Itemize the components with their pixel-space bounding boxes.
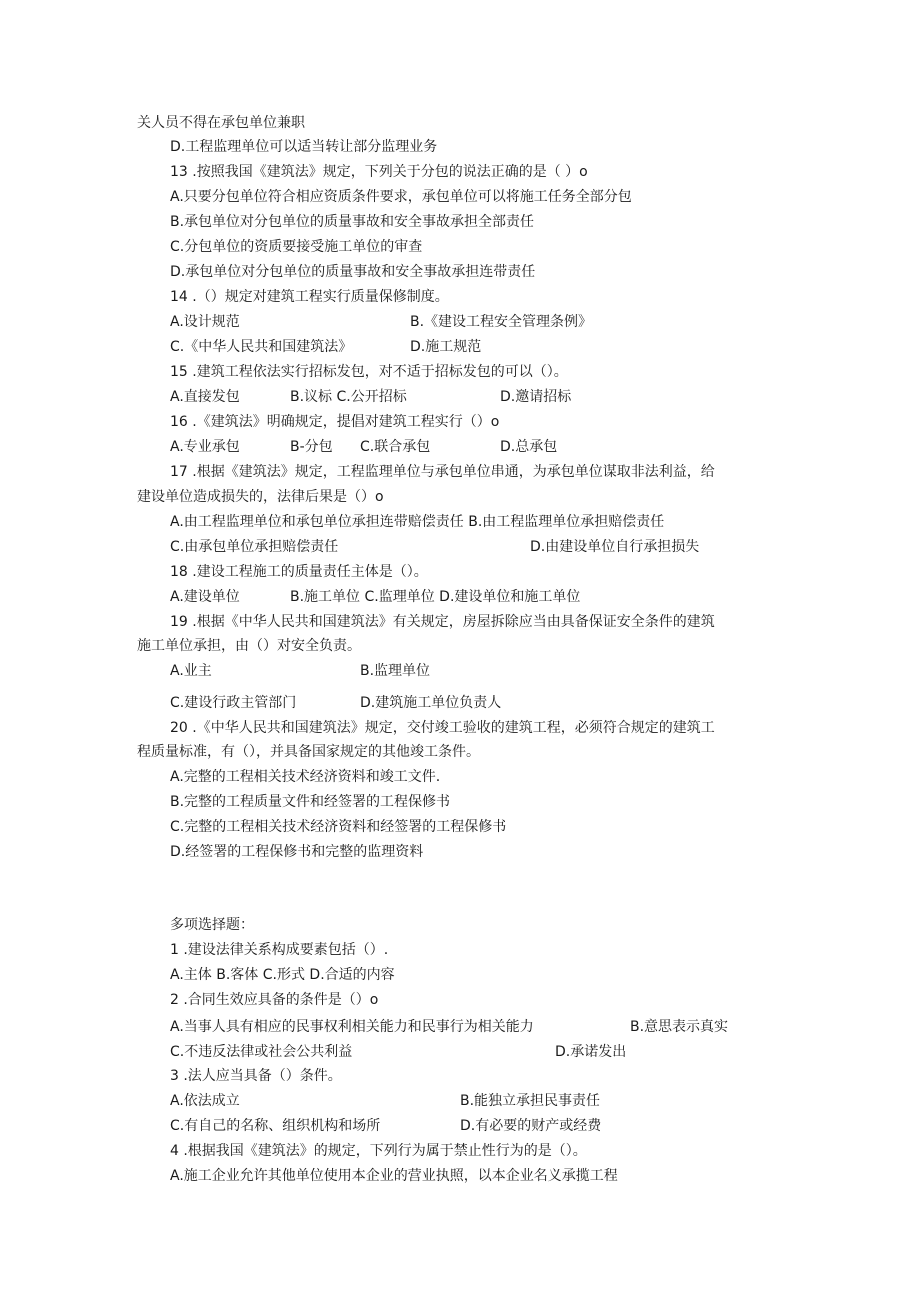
question-4: 4 .根据我国《建筑法》的规定，下列行为属于禁止性行为的是（）。 xyxy=(170,1143,587,1159)
text-line: 关人员不得在承包单位兼职 xyxy=(137,115,305,131)
option-text: D.总承包 xyxy=(500,439,558,455)
option-text: A.主体 B.客体 C.形式 D.合适的内容 xyxy=(170,967,395,983)
option-text: A.依法成立 xyxy=(170,1093,240,1109)
option-text: C.联合承包 xyxy=(360,439,431,455)
option-text: B.议标 C.公开招标 xyxy=(290,389,407,405)
text-line: 施工单位承担，由（）对安全负责。 xyxy=(137,638,361,654)
option-text: A.只要分包单位符合相应资质条件要求，承包单位可以将施工任务全部分包 xyxy=(170,189,632,205)
option-text: C.不违反法律或社会公共利益 xyxy=(170,1044,353,1060)
question-3: 3 .法人应当具备（）条件。 xyxy=(170,1068,342,1084)
question-18: 18 .建设工程施工的质量责任主体是（）。 xyxy=(170,564,428,580)
question-19: 19 .根据《中华人民共和国建筑法》有关规定，房屋拆除应当由具备保证安全条件的建筑 xyxy=(170,614,715,630)
question-15: 15 .建筑工程依法实行招标发包，对不适于招标发包的可以（）。 xyxy=(170,364,568,380)
option-text: B.能独立承担民事责任 xyxy=(460,1093,601,1109)
option-text: B.意思表示真实 xyxy=(630,1019,729,1035)
option-text: D.承诺发出 xyxy=(555,1044,627,1060)
question-2: 2 .合同生效应具备的条件是（）o xyxy=(170,992,379,1008)
question-20: 20 .《中华人民共和国建筑法》规定，交付竣工验收的建筑工程，必须符合规定的建筑工 xyxy=(170,720,715,736)
option-text: A.施工企业允许其他单位使用本企业的营业执照，以本企业名义承揽工程 xyxy=(170,1168,618,1184)
question-13: 13 .按照我国《建筑法》规定，下列关于分包的说法正确的是（ ）o xyxy=(170,164,588,180)
option-text: C.完整的工程相关技术经济资料和经签署的工程保修书 xyxy=(170,819,507,835)
option-text: D.承包单位对分包单位的质量事故和安全事故承担连带责任 xyxy=(170,264,536,280)
question-14: 14 .（）规定对建筑工程实行质量保修制度。 xyxy=(170,289,449,305)
option-text: B.施工单位 C.监理单位 D.建设单位和施工单位 xyxy=(290,589,581,605)
question-17: 17 .根据《建筑法》规定，工程监理单位与承包单位串通，为承包单位谋取非法利益，给 xyxy=(170,464,715,480)
option-text: D.施工规范 xyxy=(410,339,482,355)
option-text: C.《中华人民共和国建筑法》 xyxy=(170,339,353,355)
option-text: C.由承包单位承担赔偿责任 xyxy=(170,539,339,555)
option-text: A.建设单位 xyxy=(170,589,240,605)
option-text: B.完整的工程质量文件和经签署的工程保修书 xyxy=(170,794,451,810)
option-text: D.邀请招标 xyxy=(500,389,572,405)
option-text: B.监理单位 xyxy=(360,663,431,679)
option-text: A.专业承包 xyxy=(170,439,240,455)
option-text: A.完整的工程相关技术经济资料和竣工文件. xyxy=(170,769,441,785)
text-line: 程质量标准，有（），并具备国家规定的其他竣工条件。 xyxy=(137,744,480,760)
option-text: C.有自己的名称、组织机构和场所 xyxy=(170,1118,381,1134)
option-text: A.直接发包 xyxy=(170,389,240,405)
section-heading: 多项选择题： xyxy=(170,917,254,933)
option-text: A.当事人具有相应的民事权利相关能力和民事行为相关能力 xyxy=(170,1019,534,1035)
option-text: D.经签署的工程保修书和完整的监理资料 xyxy=(170,844,424,860)
text-line: 建设单位造成损失的，法律后果是（）o xyxy=(137,489,384,505)
option-text: D.工程监理单位可以适当转让部分监理业务 xyxy=(170,139,438,155)
option-text: B-分包 xyxy=(290,439,333,455)
question-1: 1 .建设法律关系构成要素包括（）. xyxy=(170,942,389,958)
option-text: A.设计规范 xyxy=(170,314,240,330)
option-text: A.由工程监理单位和承包单位承担连带赔偿责任 B.由工程监理单位承担赔偿责任 xyxy=(170,514,665,530)
option-text: B.《建设工程安全管理条例》 xyxy=(410,314,593,330)
option-text: C.建设行政主管部门 xyxy=(170,695,297,711)
option-text: D.由建设单位自行承担损失 xyxy=(530,539,700,555)
option-text: A.业主 xyxy=(170,663,212,679)
question-16: 16 .《建筑法》明确规定，提倡对建筑工程实行（）o xyxy=(170,414,500,430)
option-text: D.有必要的财产或经费 xyxy=(460,1118,602,1134)
option-text: D.建筑施工单位负责人 xyxy=(360,695,502,711)
option-text: B.承包单位对分包单位的质量事故和安全事故承担全部责任 xyxy=(170,214,535,230)
option-text: C.分包单位的资质要接受施工单位的审查 xyxy=(170,239,423,255)
